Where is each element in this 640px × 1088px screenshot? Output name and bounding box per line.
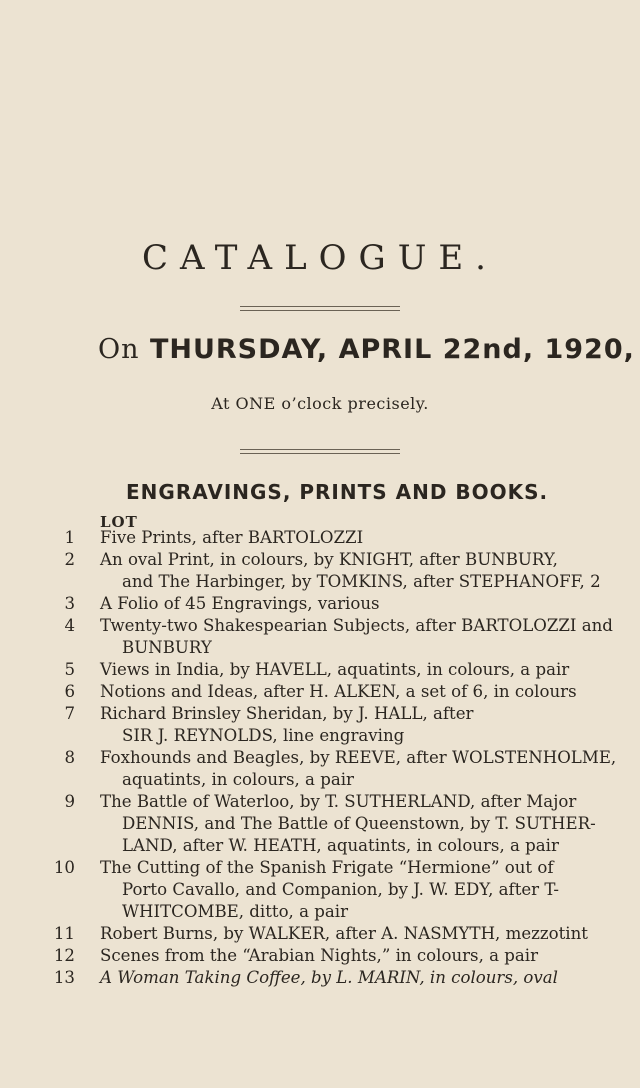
lot-description-line: Porto Cavallo, and Companion, by J. W. EDY, after T- bbox=[122, 880, 559, 899]
lot-description-line: and The Harbinger, by TOMKINS, after STEPHANOFF, 2 bbox=[122, 572, 601, 591]
lot-description bbox=[100, 527, 600, 549]
lot-description-line: The Battle of Waterloo, by T. SUTHERLAND, after Major bbox=[100, 792, 577, 811]
lot-description-line: BUNBURY bbox=[122, 638, 212, 657]
lot-number: 8 bbox=[64, 748, 75, 767]
lot-description bbox=[100, 923, 600, 945]
lot-description bbox=[100, 747, 617, 791]
lot-description-line: Robert Burns, by WALKER, after A. NASMYTH, mezzotint bbox=[100, 924, 588, 943]
lot-number: 3 bbox=[64, 594, 75, 613]
lot-description-line: aquatints, in colours, a pair bbox=[122, 770, 354, 789]
lot-item bbox=[0, 747, 640, 791]
lot-description-line: Notions and Ideas, after H. ALKEN, a set of 6, in colours bbox=[100, 682, 577, 701]
lot-list bbox=[0, 527, 640, 989]
lot-description bbox=[100, 615, 613, 659]
lot-description bbox=[100, 857, 600, 923]
lot-description-line: A Folio of 45 Engravings, various bbox=[100, 594, 380, 613]
lot-number: 7 bbox=[64, 704, 75, 723]
lot-description bbox=[100, 945, 600, 967]
lot-item bbox=[0, 791, 640, 857]
date-prefix: On bbox=[98, 334, 140, 365]
lot-description-line: A Woman Taking Coffee, by L. MARIN, in colours, oval bbox=[100, 968, 558, 987]
lot-description-line: An oval Print, in colours, by KNIGHT, after BUNBURY, bbox=[100, 550, 558, 569]
lot-description-line: The Cutting of the Spanish Frigate “Hermione” out of bbox=[100, 858, 554, 877]
lot-number: 9 bbox=[64, 792, 75, 811]
lot-item bbox=[0, 967, 640, 989]
lot-item bbox=[0, 923, 640, 945]
lot-description-line: Richard Brinsley Sheridan, by J. HALL, after bbox=[100, 704, 474, 723]
lot-number: 11 bbox=[53, 924, 75, 943]
lot-description bbox=[100, 703, 600, 747]
lot-description-line: Five Prints, after BARTOLOZZI bbox=[100, 528, 364, 547]
lot-description-line: Foxhounds and Beagles, by REEVE, after WOLSTENHOLME, bbox=[100, 748, 617, 767]
lot-column-heading: LOT bbox=[100, 513, 138, 531]
section-heading: ENGRAVINGS, PRINTS AND BOOKS. bbox=[126, 480, 549, 504]
catalogue-title: CATALOGUE. bbox=[142, 238, 498, 278]
lot-description-line: Twenty-two Shakespearian Subjects, after BARTOLOZZI and bbox=[100, 616, 613, 635]
lot-description bbox=[100, 681, 600, 703]
lot-item bbox=[0, 615, 640, 659]
lot-description-line: WHITCOMBE, ditto, a pair bbox=[122, 902, 349, 921]
lot-item bbox=[0, 703, 640, 747]
lot-description bbox=[100, 659, 600, 681]
divider-rule bbox=[240, 306, 400, 311]
date-main: THURSDAY, APRIL 22nd, 1920, bbox=[149, 334, 635, 365]
sale-time: At ONE o’clock precisely. bbox=[211, 394, 429, 413]
lot-number: 6 bbox=[64, 682, 75, 701]
lot-description-line: LAND, after W. HEATH, aquatints, in colours, a pair bbox=[122, 836, 559, 855]
lot-number: 12 bbox=[53, 946, 75, 965]
lot-description-line: DENNIS, and The Battle of Queenstown, by T. SUTHER- bbox=[122, 814, 596, 833]
lot-number: 13 bbox=[53, 968, 75, 987]
sale-date bbox=[98, 334, 635, 365]
lot-description bbox=[100, 593, 600, 615]
lot-number: 5 bbox=[64, 660, 75, 679]
lot-description bbox=[100, 967, 600, 989]
divider-rule bbox=[240, 449, 400, 454]
lot-description-line: Views in India, by HAVELL, aquatints, in colours, a pair bbox=[100, 660, 570, 679]
lot-description bbox=[100, 549, 600, 593]
lot-item bbox=[0, 659, 640, 681]
lot-number: 1 bbox=[64, 528, 75, 547]
lot-number: 4 bbox=[64, 616, 75, 635]
lot-description-line: Scenes from the “Arabian Nights,” in colours, a pair bbox=[100, 946, 539, 965]
lot-item bbox=[0, 681, 640, 703]
lot-item bbox=[0, 945, 640, 967]
lot-item bbox=[0, 593, 640, 615]
lot-description bbox=[100, 791, 600, 857]
lot-item bbox=[0, 527, 640, 549]
lot-item bbox=[0, 549, 640, 593]
lot-description-line: SIR J. REYNOLDS, line engraving bbox=[122, 726, 405, 745]
lot-number: 2 bbox=[64, 550, 75, 569]
lot-number: 10 bbox=[53, 858, 75, 877]
lot-item bbox=[0, 857, 640, 923]
